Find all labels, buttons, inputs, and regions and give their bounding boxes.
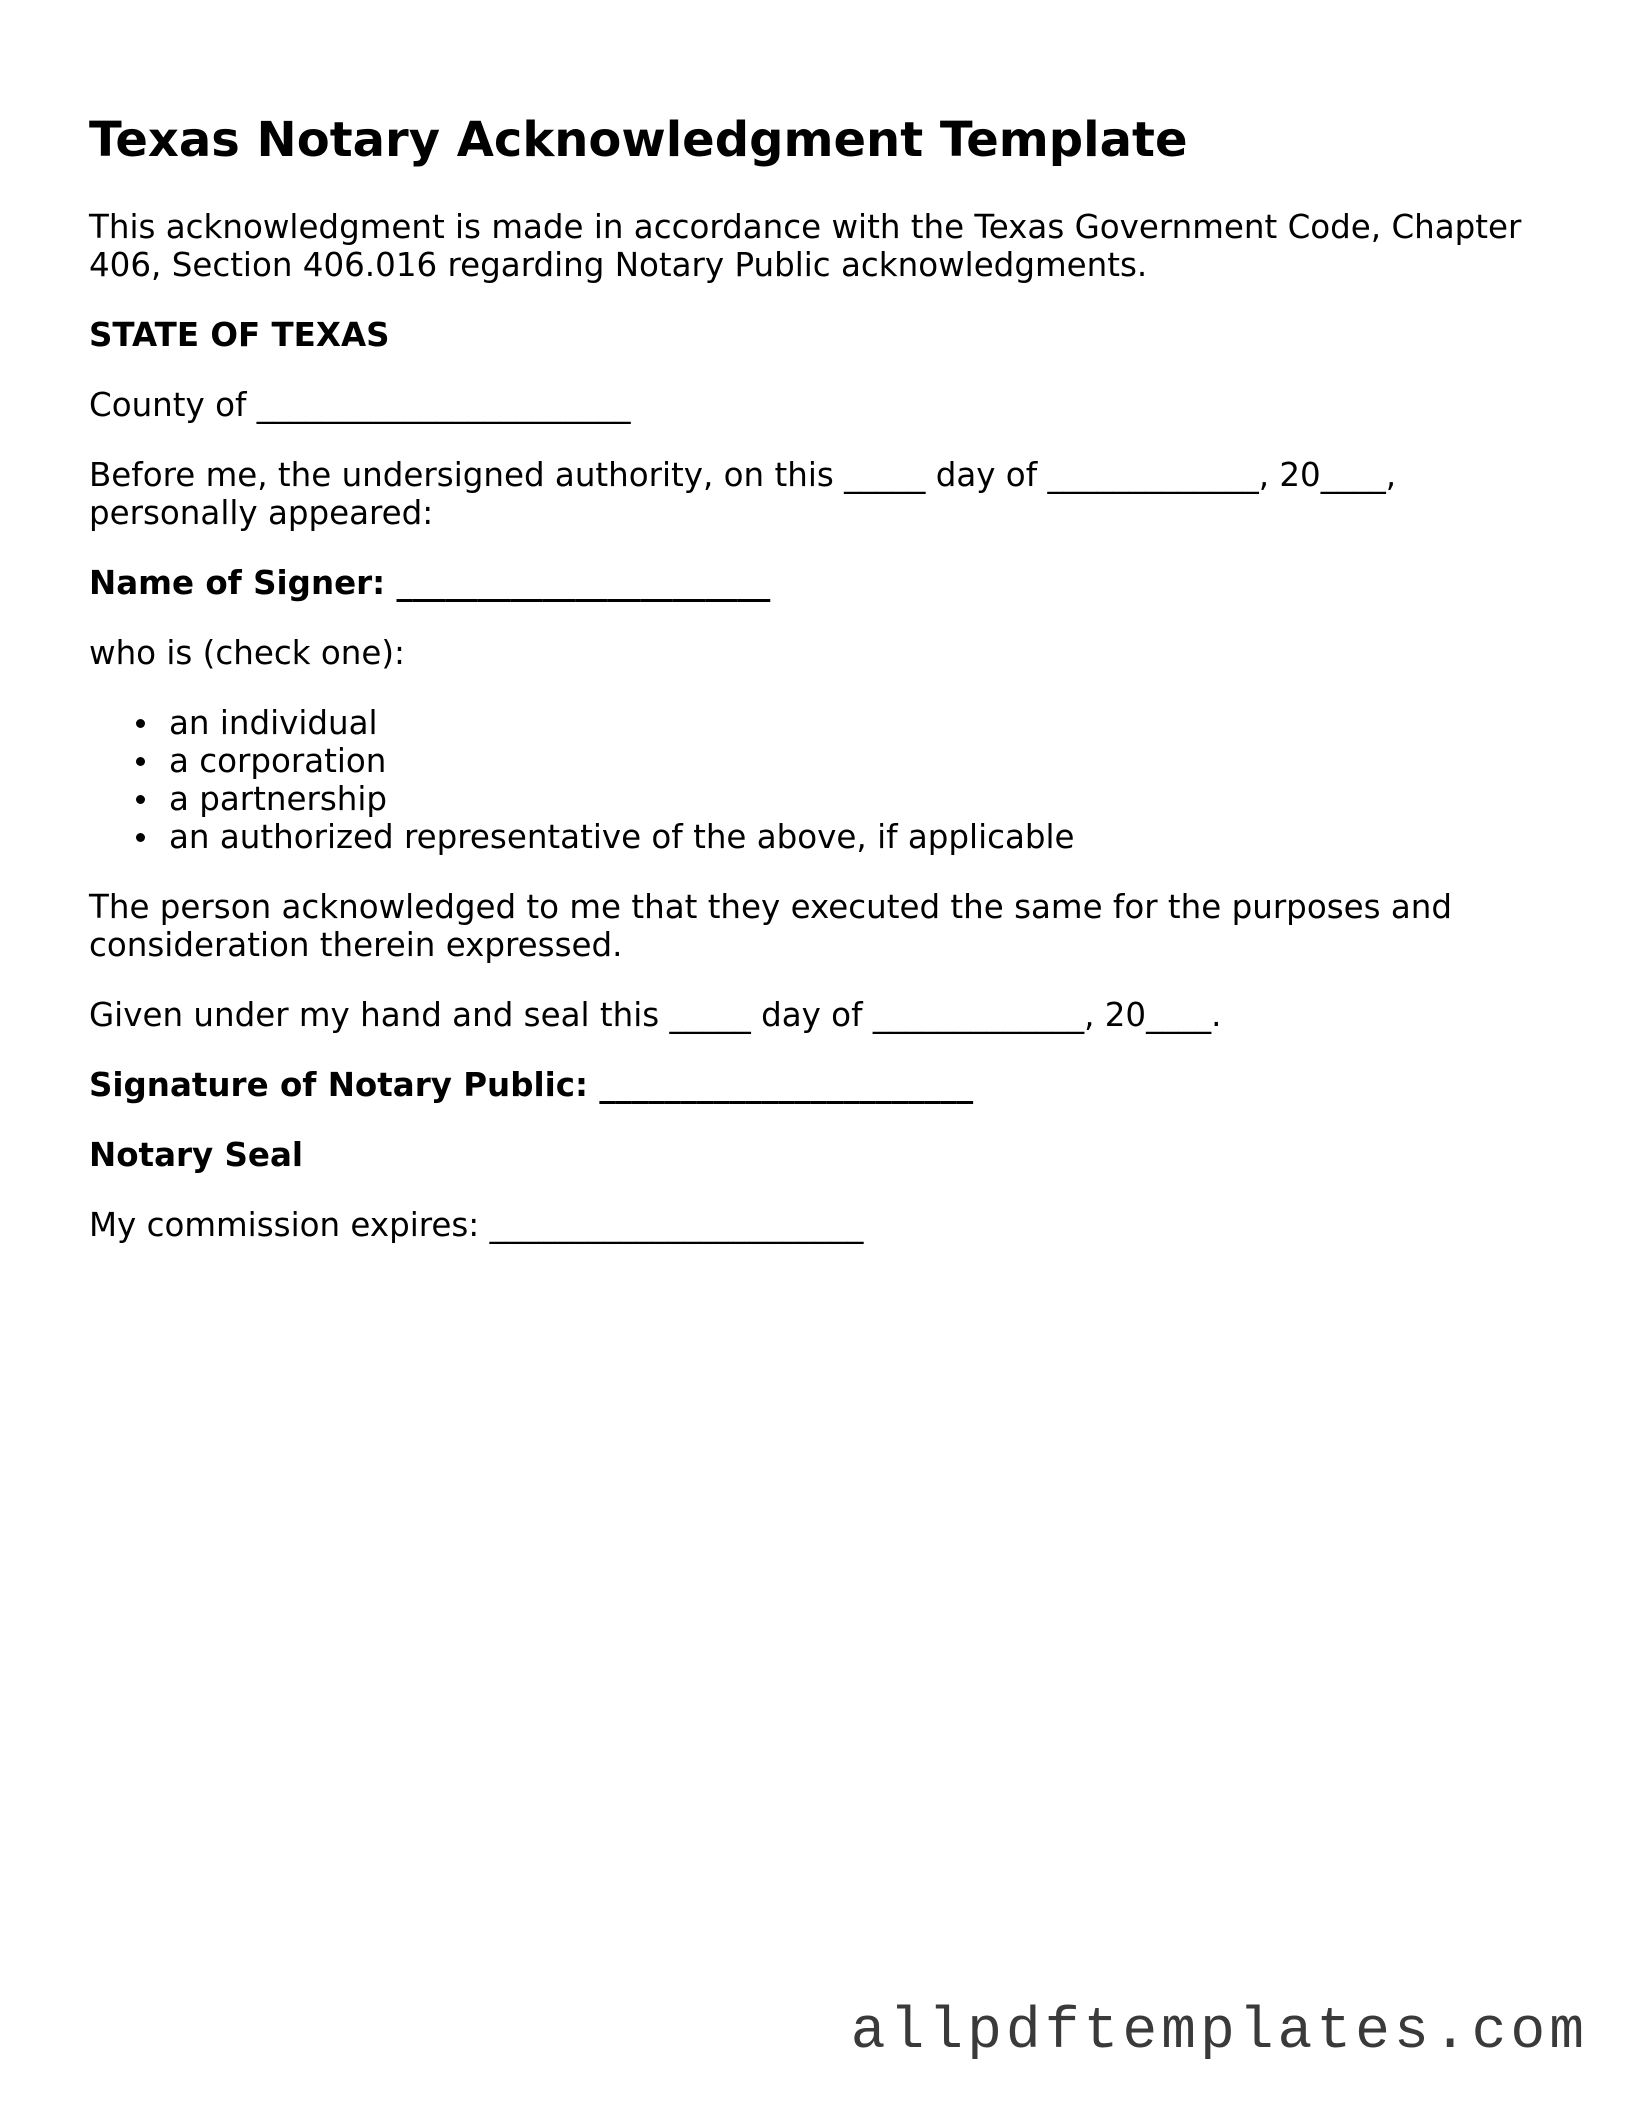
page-title: Texas Notary Acknowledgment Template xyxy=(89,112,1188,168)
acknowledgment-text: The person acknowledged to me that they executed the same for the purposes and consideration therein expressed. xyxy=(89,888,1453,964)
appearance-line: Before me, the undersigned authority, on this _____ day of _____________, 20____, personally appeared: xyxy=(89,456,1397,532)
watermark: allpdftemplates.com xyxy=(850,2000,1588,2065)
list-item: an authorized representative of the above, if applicable xyxy=(169,818,1529,856)
signer-type-list xyxy=(89,704,1529,856)
county-line: County of _______________________ xyxy=(89,386,631,424)
intro-paragraph: This acknowledgment is made in accordance with the Texas Government Code, Chapter 406, Section 406.016 regarding Notary Public acknowledgments. xyxy=(89,208,1522,284)
list-item: a corporation xyxy=(169,742,1529,780)
notary-signature-line: Signature of Notary Public: _______________________ xyxy=(89,1066,974,1104)
check-prompt: who is (check one): xyxy=(89,634,405,672)
document-page xyxy=(89,108,1529,1276)
given-line: Given under my hand and seal this _____ day of _____________, 20____. xyxy=(89,996,1222,1034)
state-heading: STATE OF TEXAS xyxy=(89,316,390,354)
list-item: an individual xyxy=(169,704,1529,742)
list-item: a partnership xyxy=(169,780,1529,818)
signer-name-line: Name of Signer: _______________________ xyxy=(89,564,771,602)
commission-line: My commission expires: _______________________ xyxy=(89,1206,864,1244)
notary-seal-heading: Notary Seal xyxy=(89,1136,304,1174)
